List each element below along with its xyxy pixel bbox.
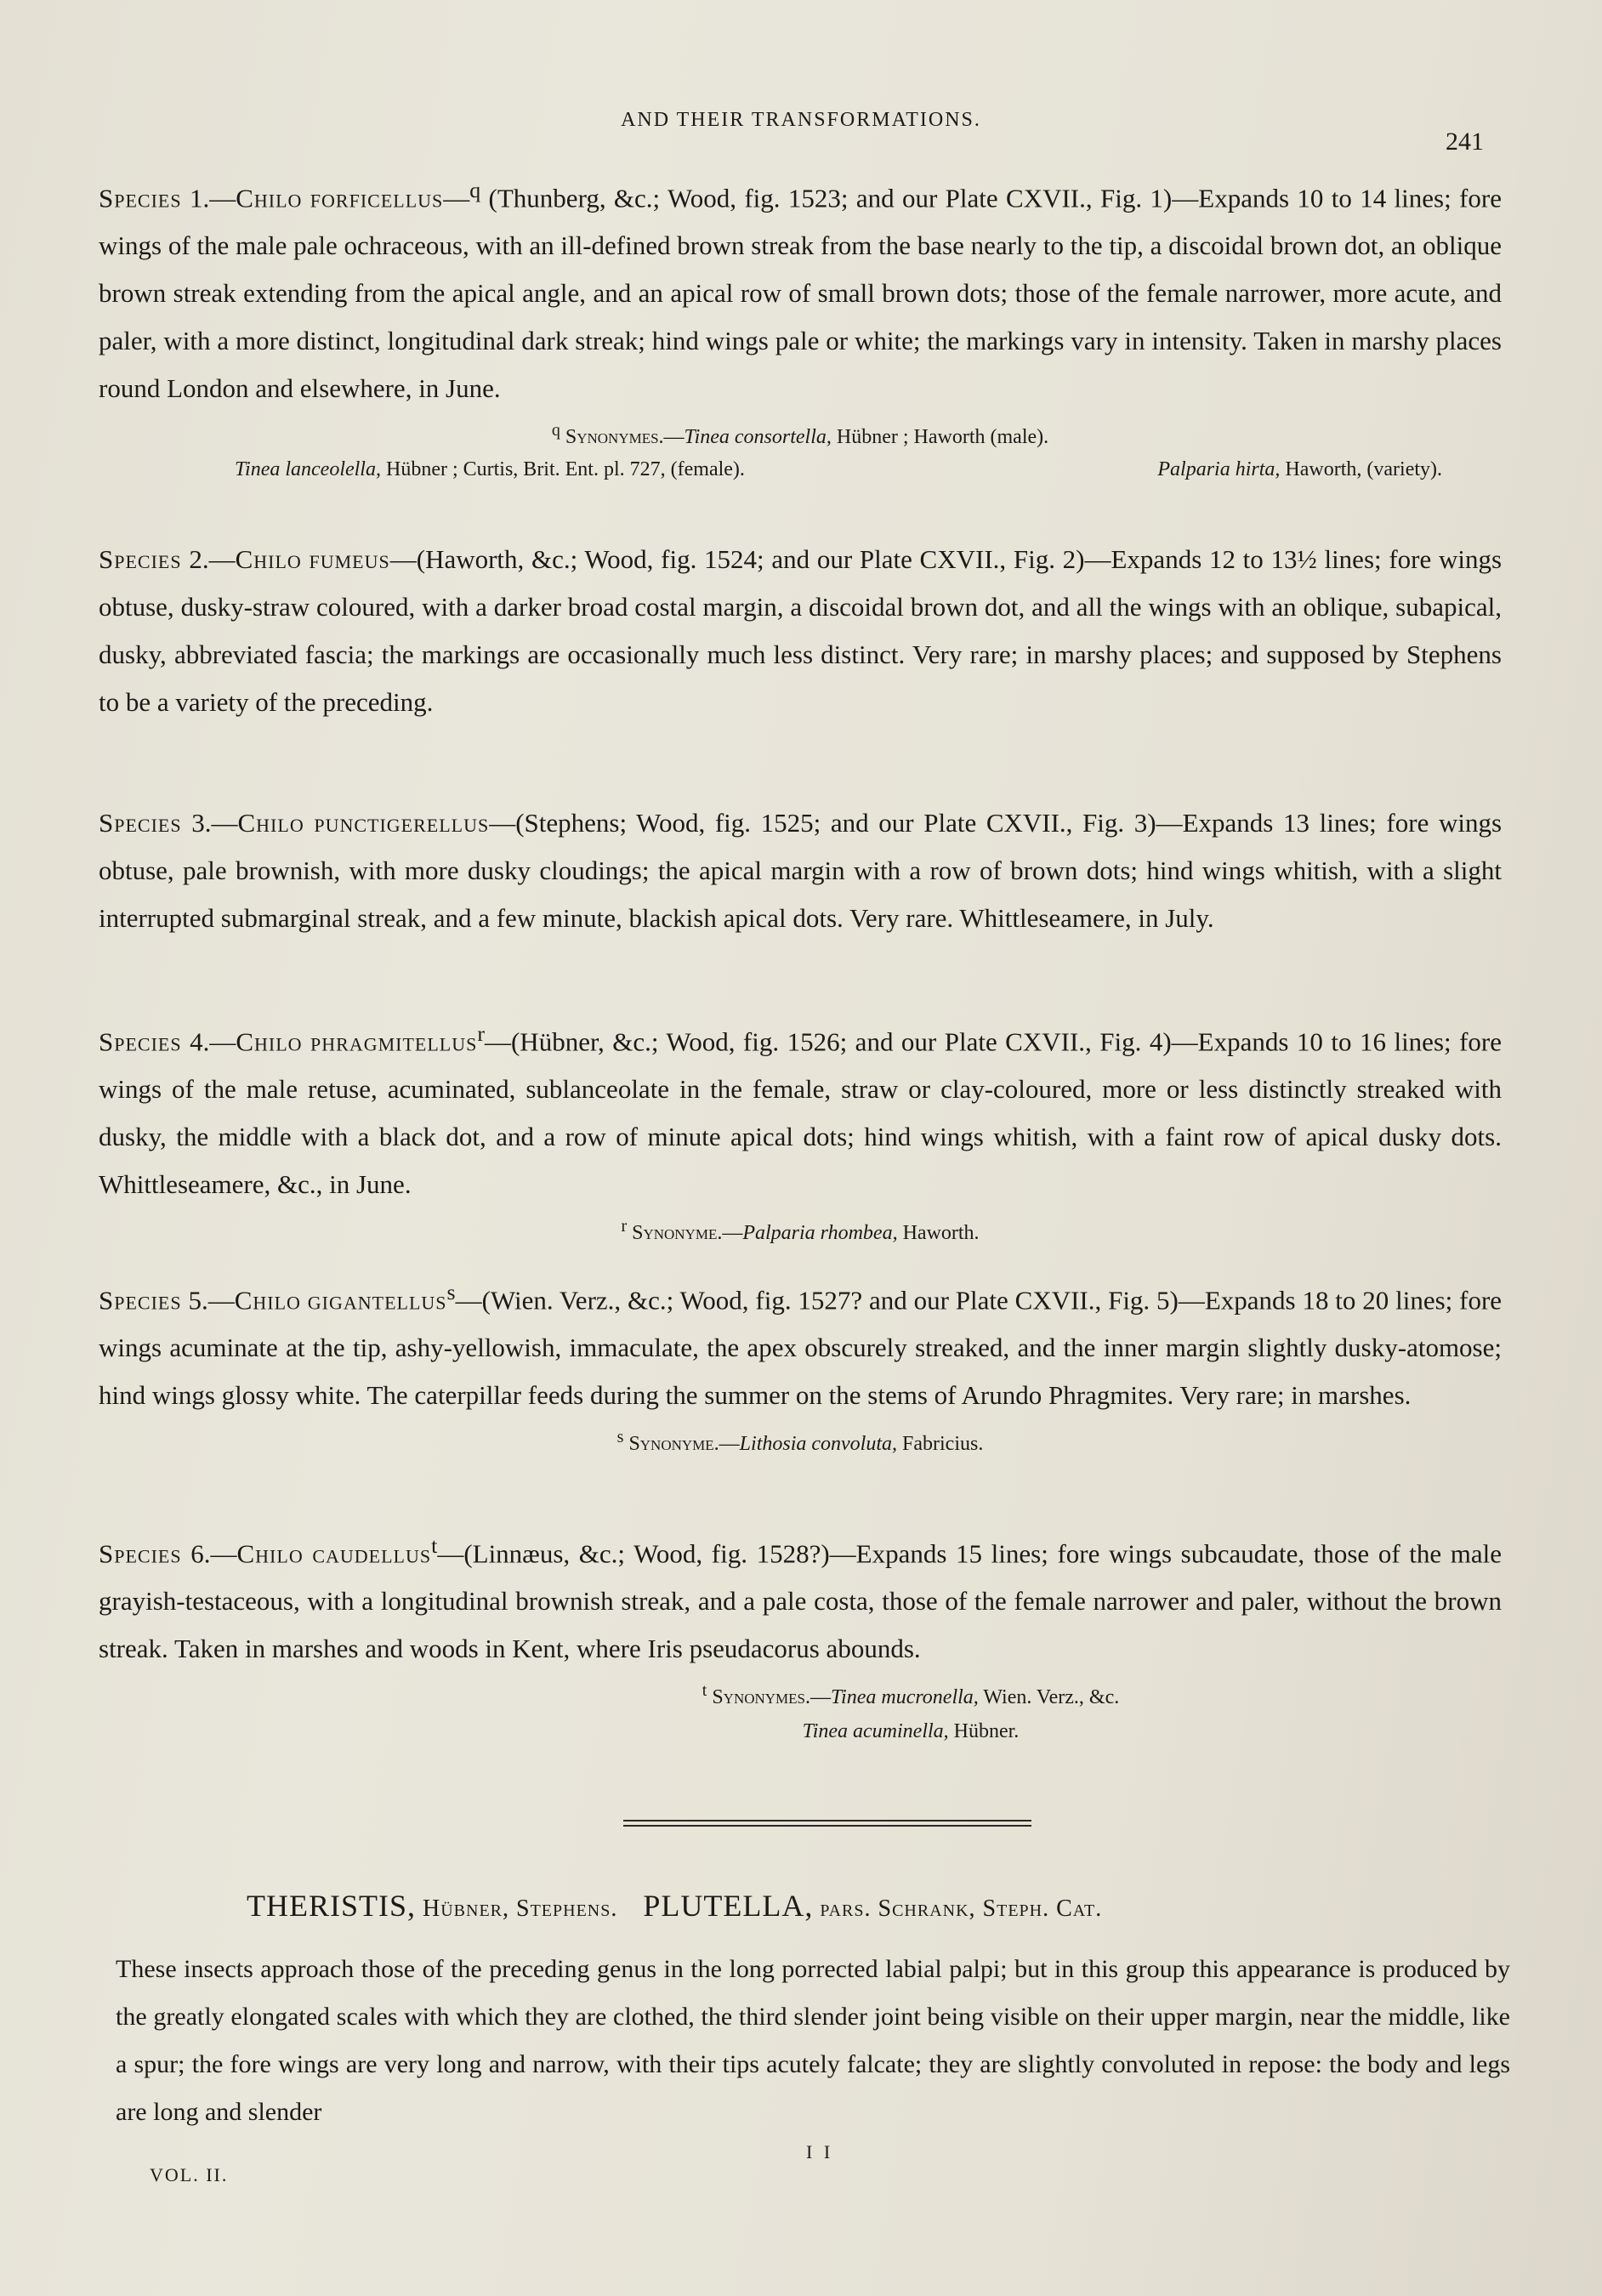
species-name: phragmitellus	[310, 1026, 478, 1057]
synonyme-name: Tinea lanceolella,	[235, 458, 381, 481]
page-number: 241	[1446, 128, 1484, 156]
genus-name: PLUTELLA,	[643, 1889, 814, 1923]
synonyme-authority: Hübner.	[948, 1720, 1020, 1743]
synonyme-name: Palparia hirta,	[1157, 458, 1281, 481]
genus-name: Chilo	[234, 1285, 301, 1316]
species-name: gigantellus	[307, 1285, 447, 1316]
species-entry-2	[99, 536, 1502, 726]
synonyme-line	[99, 1421, 1502, 1460]
species-entry-6	[99, 1522, 1502, 1748]
signature-mark: I I	[806, 2141, 834, 2162]
genus-name: Chilo	[236, 1026, 303, 1057]
species-number: 4.—	[190, 1026, 236, 1057]
species-description: —(Wien. Verz., &c.; Wood, fig. 1527? and our Plate CXVII., Fig. 5)—Expands 18 to 20 lines; fore wings acuminate at the tip, ashy-yellowish, immaculate, the apex obscurely streaked, and the inner margin slightly dusky-atomose; hind wings glossy white. The caterpillar feeds during the summer on the stems of Arundo Phragmites. Very rare; in marshes.	[99, 1285, 1503, 1411]
species-description: (Thunberg, &c.; Wood, fig. 1523; and our Plate CXVII., Fig. 1)—Expands 10 to 14 lines; fore wings of the male pale ochraceous, with an ill-defined brown streak from the base nearly to the tip, a discoidal brown dot, an oblique brown streak extending from the apical angle, and an apical row of small brown dots; those of the female narrower, more acute, and paler, with a more distinct, longitudinal dark streak; hind wings pale or white; the markings vary in intensity. Taken in marshy places round London and elsewhere, in June.	[99, 183, 1502, 404]
species-number: 6.—	[190, 1538, 237, 1569]
synonyme-authority: Hübner ; Curtis, Brit. Ent. pl. 727, (female).	[380, 458, 745, 481]
footnote-mark: r	[621, 1217, 628, 1236]
genus-name: Chilo	[237, 808, 304, 838]
species-description: —(Linnæus, &c.; Wood, fig. 1528?)—Expands 15 lines; fore wings subcaudate, those of the male grayish-testaceous, with a longitudinal brownish streak, and a pale costa, those of the female narrower and paler, without the brown streak. Taken in marshes and woods in Kent, where Iris pseudacorus abounds.	[99, 1538, 1503, 1664]
species-text	[99, 536, 1502, 726]
synonyme-authority: Hübner ; Haworth (male).	[831, 426, 1049, 449]
genus-name: Chilo	[235, 544, 302, 574]
footnote-mark: q	[469, 178, 481, 202]
synonyme-line	[99, 414, 1502, 453]
synonyme-line	[99, 1715, 1502, 1748]
species-text	[99, 1269, 1502, 1419]
species-label: Species	[99, 1538, 182, 1569]
running-head: AND THEIR TRANSFORMATIONS.	[621, 109, 981, 131]
species-label: Species	[99, 1026, 182, 1057]
footnote-mark: q	[551, 421, 560, 440]
species-label: Species	[99, 544, 182, 574]
synonyme-name: Lithosia convoluta,	[739, 1433, 898, 1456]
synonyme-line	[99, 1674, 1502, 1713]
species-description: —(Haworth, &c.; Wood, fig. 1524; and our Plate CXVII., Fig. 2)—Expands 12 to 13½ lines; fore wings obtuse, dusky-straw coloured, with a darker broad costal margin, a discoidal brown dot, and all the wings with an oblique, subapical, dusky, abbreviated fascia; the markings are occasionally much less distinct. Very rare; in marshy places; and supposed by Stephens to be a variety of the preceding.	[99, 544, 1503, 717]
synonyme-right	[1157, 453, 1442, 486]
species-entry-5	[99, 1269, 1502, 1460]
synonyme-name: Tinea mucronella,	[831, 1686, 979, 1709]
synonyme-label: Synonymes.—	[565, 426, 685, 449]
species-number: 2.—	[189, 544, 236, 574]
synonyme-label: Synonyme.—	[632, 1222, 743, 1245]
species-entry-1	[99, 167, 1502, 486]
species-label: Species	[99, 808, 182, 838]
synonyme-authority: Fabricius.	[897, 1433, 984, 1456]
genus-name: THERISTIS,	[247, 1889, 416, 1923]
species-label: Species	[99, 183, 182, 213]
species-number: 1.—	[189, 183, 236, 213]
species-description: —(Hübner, &c.; Wood, fig. 1526; and our Plate CXVII., Fig. 4)—Expands 10 to 16 lines; fore wings of the male retuse, acuminated, sublanceolate in the female, straw or clay-coloured, more or less distinctly streaked with dusky, the middle with a black dot, and a row of minute apical dots; hind wings whitish, with a faint row of apical dusky dots. Whittleseamere, &c., in June.	[99, 1026, 1503, 1200]
synonyme-name: Palparia rhombea,	[742, 1222, 898, 1245]
species-label: Species	[99, 1285, 182, 1316]
footnote-mark: t	[431, 1533, 438, 1558]
footnote-mark: r	[477, 1021, 485, 1046]
species-text	[99, 799, 1502, 942]
footnote-mark: s	[446, 1280, 456, 1304]
genus-authority: Hübner, Stephens.	[416, 1895, 618, 1922]
synonyme-authority: Haworth, (variety).	[1280, 458, 1442, 481]
species-text	[99, 1522, 1502, 1673]
genus-description: These insects approach those of the preceding genus in the long porrected labial palpi; but in this group this appearance is produced by the greatly elongated scales with which they are clothed, the third slender joint being visible on their upper margin, near the middle, like a spur; the fore wings are very long and narrow, with their tips acutely falcate; they are slightly convoluted in repose: the body and legs are long and slender	[116, 1955, 1510, 2126]
species-description: —(Stephens; Wood, fig. 1525; and our Plate CXVII., Fig. 3)—Expands 13 lines; fore wings obtuse, pale brownish, with more dusky cloudings; the apical margin with a row of brown dots; hind wings whitish, with a slight interrupted submarginal streak, and a few minute, blackish apical dots. Very rare. Whittleseamere, in July.	[99, 808, 1503, 933]
volume-label: VOL. II.	[150, 2164, 229, 2185]
species-name: fumeus	[309, 544, 390, 574]
synonyme-name: Tinea consortella,	[684, 426, 832, 449]
synonyme-left	[235, 453, 745, 486]
genus-authority: pars. Schrank, Steph. Cat.	[813, 1895, 1103, 1922]
section-divider	[623, 1820, 1031, 1830]
species-entry-3	[99, 799, 1502, 942]
species-number: 5.—	[188, 1285, 235, 1316]
synonyme-authority: Haworth.	[897, 1222, 980, 1245]
genus-name: Chilo	[236, 1538, 304, 1569]
species-text: Species 1.—Chilo forficellus—$^q$ (Thunberg, &c.; Wood, fig. 1523; and our Plate CXVII., Fig. 1)—Expands 10 to 14 lines; fore wings of the male pale ochraceous, with an ill-defined brown streak from the base nearly to the tip, a discoidal brown dot, an oblique brown streak extending from the apical angle, and an apical row of small brown dots; those of the female narrower, more acute, and paler, with a more distinct, longitudinal dark streak; hind wings pale or white; the markings vary in intensity. Taken in marshy places round London and elsewhere, in June.	[99, 178, 1502, 404]
genus-heading	[247, 1888, 1522, 1924]
synonyme-name: Tinea acuminella,	[802, 1720, 949, 1743]
species-text	[99, 1010, 1502, 1208]
species-entry-4	[99, 1010, 1502, 1249]
synonyme-label: Synonyme.—	[628, 1433, 740, 1456]
footnote-mark: t	[702, 1681, 707, 1701]
genus-name: Chilo	[236, 183, 303, 213]
species-name: punctigerellus	[314, 808, 490, 838]
species-name: forficellus	[310, 183, 444, 213]
synonyme-label: Synonymes.—	[712, 1686, 832, 1709]
synonyme-line	[99, 453, 1502, 486]
species-number: 3.—	[191, 808, 238, 838]
synonyme-authority: Wien. Verz., &c.	[978, 1686, 1120, 1709]
footnote-mark: s	[616, 1428, 624, 1447]
species-name: caudellus	[312, 1538, 432, 1569]
synonyme-line	[99, 1210, 1502, 1249]
